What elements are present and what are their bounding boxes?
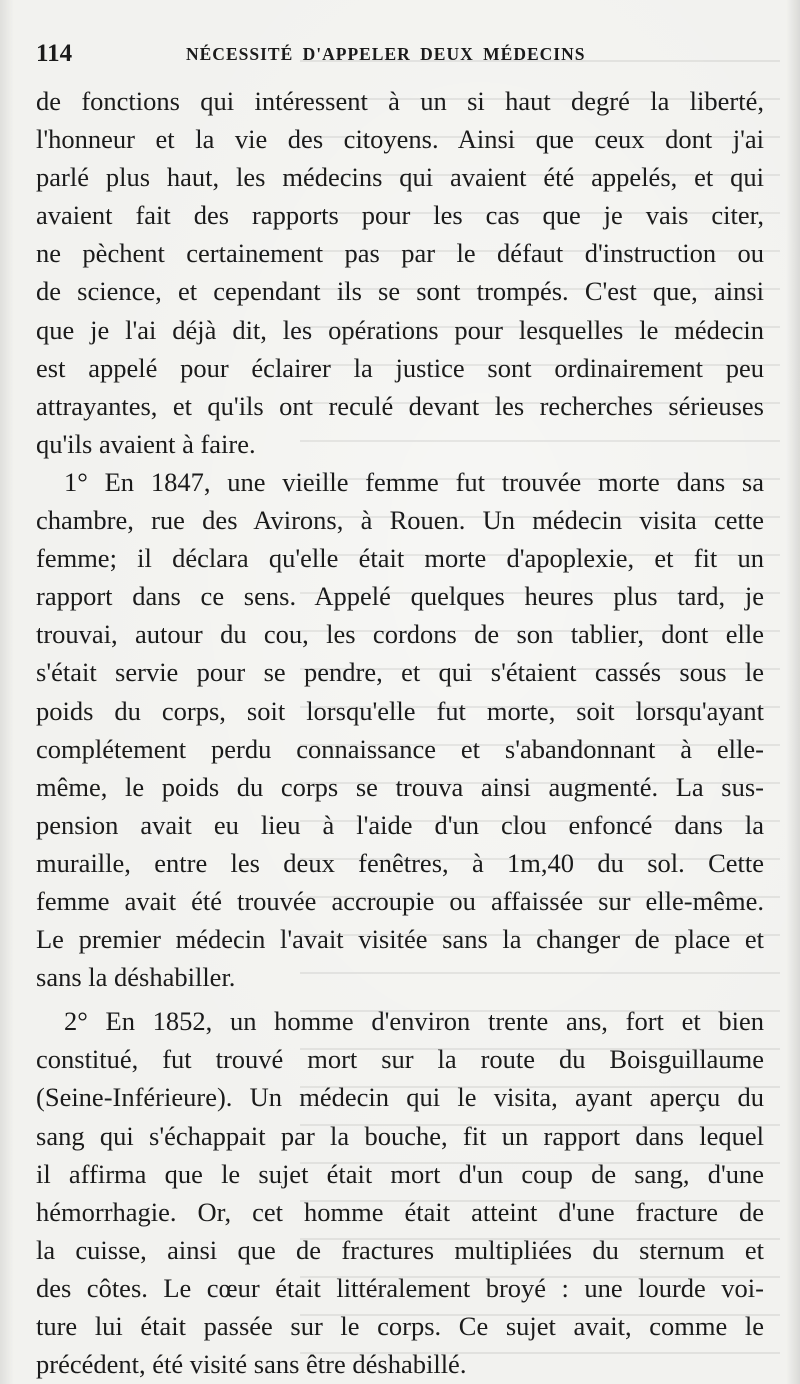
text-line: attrayantes, et qu'ils ont reculé devant les recherches sérieuses: [36, 390, 764, 421]
text-line: de fonctions qui intéressent à un si haut degré la liberté,: [36, 86, 764, 116]
paragraph: [36, 1002, 764, 1383]
body-text: [36, 82, 764, 1383]
text-line: femme; il déclara qu'elle était morte d'apoplexie, et fit un: [36, 543, 764, 574]
running-title: NÉCESSITÉ D'APPELER DEUX MÉDECINS: [186, 44, 586, 64]
text-line: sang qui s'échappait par la bouche, fit un rapport dans lequel: [36, 1120, 764, 1151]
page-left-shadow: [0, 0, 14, 1384]
text-line: de science, et cependant ils se sont trompés. C'est que, ainsi: [36, 276, 764, 307]
text-line: que je l'ai déjà dit, les opérations pour lesquelles le médecin: [36, 314, 764, 345]
text-line: muraille, entre les deux fenêtres, à 1m,40 du sol. Cette: [36, 847, 764, 878]
paragraph: [36, 463, 764, 996]
text-line: il affirma que le sujet était mort d'un coup de sang, d'une: [36, 1158, 764, 1189]
text-line: poids du corps, soit lorsqu'elle fut morte, soit lorsqu'ayant: [36, 695, 764, 726]
text-line: l'honneur et la vie des citoyens. Ainsi que ceux dont j'ai: [36, 124, 764, 155]
text-line: avaient fait des rapports pour les cas que je vais citer,: [36, 200, 764, 231]
text-line: (Seine-Inférieure). Un médecin qui le visita, ayant aperçu du: [36, 1082, 764, 1113]
page-header: [36, 40, 766, 74]
page-right-shadow: [786, 0, 800, 1384]
text-line: ture lui était passée sur le corps. Ce sujet avait, comme le: [36, 1311, 764, 1341]
text-line: sans la déshabiller.: [36, 962, 236, 993]
text-line: précédent, été visité sans être déshabillé.: [36, 1349, 467, 1380]
text-line: même, le poids du corps se trouva ainsi augmenté. La sus-: [36, 771, 764, 802]
text-line: hémorrhagie. Or, cet homme était atteint d'une fracture de: [36, 1196, 764, 1227]
text-line: 1° En 1847, une vieille femme fut trouvée morte dans sa: [64, 466, 764, 497]
text-line: Le premier médecin l'avait visitée sans la changer de place et: [36, 924, 764, 955]
text-line: 2° En 1852, un homme d'environ trente ans, fort et bien: [64, 1006, 764, 1037]
text-line: la cuisse, ainsi que de fractures multipliées du sternum et: [36, 1234, 764, 1265]
page-number: 114: [36, 40, 73, 67]
text-line: pension avait eu lieu à l'aide d'un clou enfoncé dans la: [36, 809, 764, 840]
text-line: chambre, rue des Avirons, à Rouen. Un médecin visita cette: [36, 505, 764, 536]
text-line: parlé plus haut, les médecins qui avaient été appelés, et qui: [36, 162, 764, 193]
text-line: constitué, fut trouvé mort sur la route du Boisguillaume: [36, 1044, 764, 1075]
text-line: rapport dans ce sens. Appelé quelques heures plus tard, je: [36, 581, 764, 612]
text-line: qu'ils avaient à faire.: [36, 428, 256, 459]
text-line: est appelé pour éclairer la justice sont ordinairement peu: [36, 352, 764, 383]
text-line: des côtes. Le cœur était littéralement broyé : une lourde voi-: [36, 1272, 764, 1303]
text-line: femme avait été trouvée accroupie ou affaissée sur elle-même.: [36, 885, 764, 916]
text-line: s'était servie pour se pendre, et qui s'étaient cassés sous le: [36, 657, 764, 688]
text-line: complétement perdu connaissance et s'abandonnant à elle-: [36, 733, 764, 764]
text-line: ne pèchent certainement pas par le défaut d'instruction ou: [36, 238, 764, 269]
text-line: trouvai, autour du cou, les cordons de son tablier, dont elle: [36, 619, 764, 650]
paragraph: [36, 82, 764, 463]
